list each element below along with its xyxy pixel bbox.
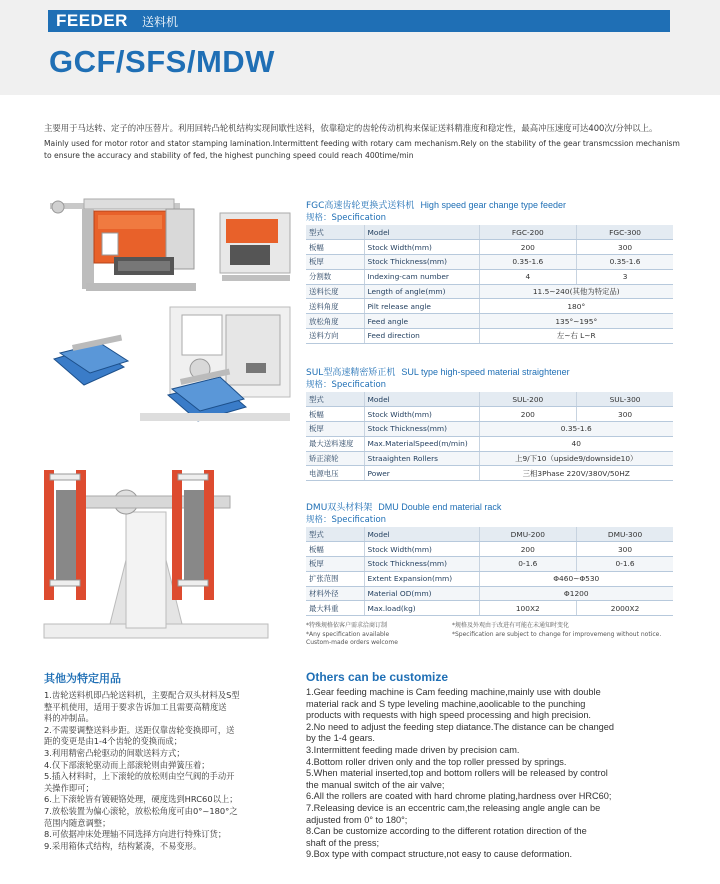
spec-key-en: Stock Width(mm) xyxy=(364,240,479,255)
spec-key-cn: 送料角度 xyxy=(306,299,364,314)
spec-key-cn: 最大料重 xyxy=(306,601,364,616)
list-item: 3.利用精密凸轮驱动的间歇送料方式； xyxy=(44,747,185,758)
note-text: *规格及外观由于改进有可能在未通知时变化 xyxy=(452,622,570,629)
sul-title-cn: SUL型高速精密矫正机 xyxy=(306,368,396,378)
spec-key-en: Model xyxy=(364,527,479,542)
spec-key-en: Model xyxy=(364,225,479,240)
spec-value: SUL-300 xyxy=(577,392,673,407)
dmu-spec-sub: 规格：Specification xyxy=(306,515,387,525)
spec-key-en: Max.MaterialSpeed(m/min) xyxy=(364,436,479,451)
table-row xyxy=(306,542,673,557)
spec-value: 0-1.6 xyxy=(479,557,577,572)
list-item: 9.Box type with compact structure,not easy to cause deformation. xyxy=(306,849,573,860)
spec-value: 300 xyxy=(577,542,673,557)
other-features-en-list xyxy=(306,687,678,861)
table-row xyxy=(306,255,673,270)
spec-key-en: Straaighten Rollers xyxy=(364,451,479,466)
list-item: 7.放松装置为偏心滚轮，放松松角度可由0°~180°之 xyxy=(44,805,238,816)
spec-key-en: Extent Expansion(mm) xyxy=(364,571,479,586)
spec-key-en: Length of angle(mm) xyxy=(364,284,479,299)
table-row xyxy=(306,436,673,451)
spec-value: 200 xyxy=(479,407,577,422)
spec-value: 200 xyxy=(479,240,577,255)
spec-key-cn: 型式 xyxy=(306,527,364,542)
spec-key-cn: 矫正滚轮 xyxy=(306,451,364,466)
fgc-feeder-photo xyxy=(44,195,298,310)
intro xyxy=(44,122,684,162)
intro-en: Mainly used for motor rotor and stator stamping lamination.Intermittent feeding with rotary cam mechanism.Rely on the stability of the gear transmcssion mechanism to ensure the accuracy and stability of fed, the highest punching speed could reach 400time/min xyxy=(44,139,680,160)
list-item: 6.上下滚轮皆有镀硬铬处理，硬度选到HRC60以上； xyxy=(44,794,238,805)
spec-value: 4 xyxy=(479,269,577,284)
table-row xyxy=(306,451,673,466)
dmu-title-en: DMU Double end material rack xyxy=(378,502,502,512)
list-item: by the 1-4 gears. xyxy=(306,733,375,744)
list-item: 1.Gear feeding machine is Cam feeding machine,mainly use with double xyxy=(306,687,601,697)
note-text: Custom-made orders welcome xyxy=(306,639,398,646)
notes-right xyxy=(452,622,661,639)
spec-value: 三相3Phase 220V/380V/50HZ xyxy=(479,466,673,481)
header-band xyxy=(0,0,720,95)
other-features-cn xyxy=(44,670,300,852)
spec-value: SUL-200 xyxy=(479,392,577,407)
spec-key-cn: 扩张范围 xyxy=(306,571,364,586)
spec-key-cn: 送料长度 xyxy=(306,284,364,299)
sul-spec xyxy=(306,366,673,481)
spec-key-cn: 分割数 xyxy=(306,269,364,284)
table-row xyxy=(306,557,673,572)
spec-key-cn: 板厚 xyxy=(306,557,364,572)
spec-value: 300 xyxy=(577,407,673,422)
list-item: adjusted from 0° to 180°; xyxy=(306,814,408,825)
list-item: 3.Intermittent feeding made driven by precision cam. xyxy=(306,744,520,755)
other-features-en-title: Others can be customize xyxy=(306,670,449,684)
spec-value: 0.35-1.6 xyxy=(577,255,673,270)
spec-value: 3 xyxy=(577,269,673,284)
list-item: 7.Releasing device is an eccentric cam,the releasing angle angle can be xyxy=(306,802,601,813)
list-item: 范围内随意调整； xyxy=(44,817,111,828)
sul-spec-sub: 规格：Specification xyxy=(306,380,387,390)
spec-key-en: Stock Width(mm) xyxy=(364,542,479,557)
spec-key-en: Stock Thickness(mm) xyxy=(364,557,479,572)
spec-value: 200 xyxy=(479,542,577,557)
spec-key-en: Power xyxy=(364,466,479,481)
spec-key-cn: 板幅 xyxy=(306,542,364,557)
spec-value: 上9/下10（upside9/downside10） xyxy=(479,451,673,466)
other-features-cn-list xyxy=(44,690,300,852)
list-item: 9.采用箱体式结构，结构紧凑，不易变形。 xyxy=(44,840,202,851)
sul-spec-table xyxy=(306,392,673,481)
fgc-spec-table xyxy=(306,225,673,344)
table-row xyxy=(306,240,673,255)
spec-key-en: Indexing-cam number xyxy=(364,269,479,284)
table-row xyxy=(306,314,673,329)
spec-value: 左~右 L~R xyxy=(479,329,673,344)
list-item: 关操作即可； xyxy=(44,782,94,793)
list-item: 料的冲制品。 xyxy=(44,713,94,724)
spec-value: Φ1200 xyxy=(479,586,673,601)
spec-value: 135°~195° xyxy=(479,314,673,329)
spec-key-en: Feed angle xyxy=(364,314,479,329)
list-item: 整平机使用，适用于要求告诉加工且需要高精度送 xyxy=(44,701,227,712)
sul-straightener-photo xyxy=(50,303,300,438)
intro-cn: 主要用于马达转、定子的冲压替片。利用回转凸轮机结构实现间歇性送料，依靠稳定的齿轮传动机构来保证送料精准度和稳定性，最高冲压速度可达400次/分钟以上。 xyxy=(44,123,658,133)
spec-value: DMU-200 xyxy=(479,527,577,542)
spec-value: 0.35-1.6 xyxy=(479,255,577,270)
spec-key-en: Material OD(mm) xyxy=(364,586,479,601)
spec-value: FGC-300 xyxy=(577,225,673,240)
spec-key-cn: 最大送料速度 xyxy=(306,436,364,451)
model-title: GCF/SFS/MDW xyxy=(49,44,275,79)
table-row xyxy=(306,299,673,314)
spec-key-en: Stock Width(mm) xyxy=(364,407,479,422)
fgc-spec xyxy=(306,199,673,344)
spec-value: 0-1.6 xyxy=(577,557,673,572)
spec-key-cn: 板幅 xyxy=(306,407,364,422)
list-item: products with requests with high speed processing and high precision. xyxy=(306,710,591,721)
spec-key-en: Stock Thickness(mm) xyxy=(364,255,479,270)
spec-value: 180° xyxy=(479,299,673,314)
table-row xyxy=(306,527,673,542)
spec-key-en: Pilt release angle xyxy=(364,299,479,314)
spec-value: FGC-200 xyxy=(479,225,577,240)
dmu-rack-photo xyxy=(30,460,286,645)
other-features-en xyxy=(306,670,678,861)
table-row xyxy=(306,407,673,422)
spec-key-cn: 板厚 xyxy=(306,255,364,270)
sul-title-en: SUL type high-speed material straightener xyxy=(401,367,570,377)
spec-key-en: Feed direction xyxy=(364,329,479,344)
spec-value: 300 xyxy=(577,240,673,255)
list-item: 8.Can be customize according to the different rotation direction of the xyxy=(306,826,587,837)
dmu-title-cn: DMU双头材料架 xyxy=(306,503,373,513)
fgc-title-en: High speed gear change type feeder xyxy=(420,200,567,210)
list-item: 4.Bottom roller driven only and the top roller pressed by springs. xyxy=(306,756,567,767)
spec-value: 0.35-1.6 xyxy=(479,422,673,437)
spec-key-cn: 型式 xyxy=(306,225,364,240)
spec-value: DMU-300 xyxy=(577,527,673,542)
spec-key-cn: 材料外径 xyxy=(306,586,364,601)
section-title-en: FEEDER xyxy=(56,11,128,30)
spec-key-cn: 板幅 xyxy=(306,240,364,255)
spec-value: 40 xyxy=(479,436,673,451)
section-bar xyxy=(48,10,670,32)
table-row xyxy=(306,601,673,616)
table-row xyxy=(306,269,673,284)
table-row xyxy=(306,225,673,240)
spec-key-cn: 送料方向 xyxy=(306,329,364,344)
spec-key-cn: 板厚 xyxy=(306,422,364,437)
list-item: 5.When material inserted,top and bottom rollers will be released by control xyxy=(306,768,608,779)
spec-key-en: Max.load(kg) xyxy=(364,601,479,616)
dmu-spec xyxy=(306,501,673,616)
dmu-spec-table xyxy=(306,527,673,616)
note-text: *Specification are subject to change for improvemeng without notice. xyxy=(452,630,662,638)
table-row xyxy=(306,586,673,601)
spec-key-cn: 放松角度 xyxy=(306,314,364,329)
table-row xyxy=(306,392,673,407)
list-item: material rack and S type leveling machine,aoolicable to the punching xyxy=(306,698,586,709)
table-row xyxy=(306,284,673,299)
fgc-spec-sub: 规格：Specification xyxy=(306,213,387,223)
other-features-cn-title: 其他为特定用品 xyxy=(44,672,121,685)
table-row xyxy=(306,422,673,437)
fgc-title-cn: FGC高速齿轮更换式送料机 xyxy=(306,201,415,211)
table-row xyxy=(306,571,673,586)
list-item: 距的变更是由1-4个齿轮的变换而成； xyxy=(44,736,183,747)
list-item: 1.齿轮送料机即凸轮送料机，主要配合双头材料及S型 xyxy=(44,690,240,700)
table-row xyxy=(306,329,673,344)
spec-value: Φ460~Φ530 xyxy=(479,571,673,586)
spec-key-en: Model xyxy=(364,392,479,407)
note-text: *特殊规格依客户需求洽商订制 xyxy=(306,622,388,629)
note-text: *Any specification available xyxy=(306,630,390,638)
spec-key-cn: 电源电压 xyxy=(306,466,364,481)
table-row xyxy=(306,466,673,481)
spec-value: 2000X2 xyxy=(577,601,673,616)
list-item: 6.All the rollers are coated with hard chrome plating,hardness over HRC60; xyxy=(306,791,612,802)
spec-value: 100X2 xyxy=(479,601,577,616)
spec-value: 11.5~240(其他为特定品) xyxy=(479,284,673,299)
notes-left xyxy=(306,622,398,648)
list-item: 4.仅下部滚轮驱动而上部滚轮则由弹簧压着； xyxy=(44,759,210,770)
list-item: 2.不需要调整送料步距。送距仅靠齿轮变换即可，送 xyxy=(44,724,235,735)
spec-key-en: Stock Thickness(mm) xyxy=(364,422,479,437)
spec-key-cn: 型式 xyxy=(306,392,364,407)
list-item: 2.No need to adjust the feeding step diatance.The distance can be changed xyxy=(306,721,615,732)
list-item: the manual switch of the air valve; xyxy=(306,779,445,790)
list-item: 8.可依据冲床处理轴不同选择方向进行特殊订货； xyxy=(44,829,227,840)
list-item: shaft of the press; xyxy=(306,837,380,848)
list-item: 5.插入材料时，上下滚轮的放松则由空气阀的手动开 xyxy=(44,771,235,782)
section-title-cn: 送料机 xyxy=(141,14,178,29)
